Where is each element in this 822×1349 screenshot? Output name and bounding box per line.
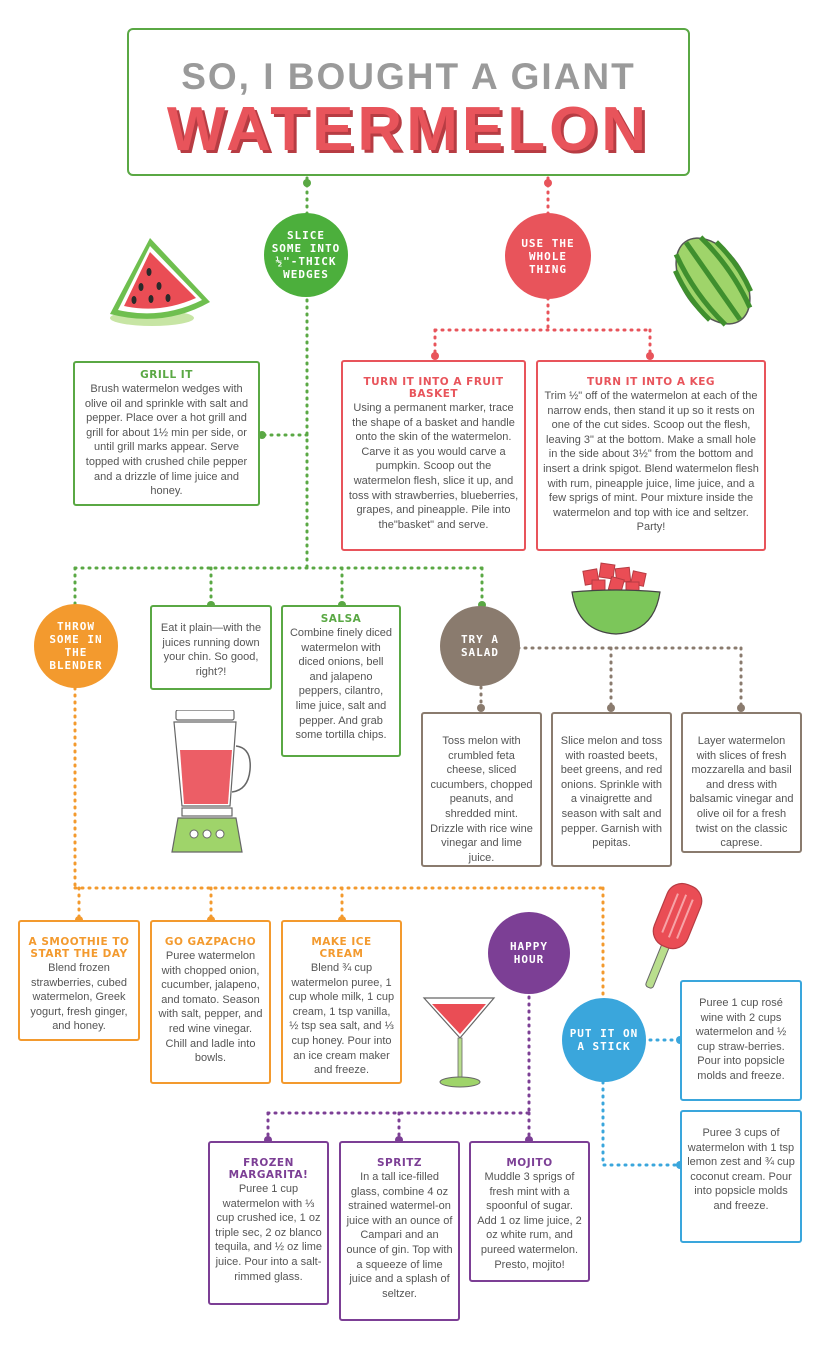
box-salsa — [281, 605, 401, 757]
node-slice-wedges — [264, 213, 348, 297]
box-salad1-body: Toss melon with crumbled feta cheese, sliced cucumbers, chopped peanuts, and shredded mint. Drizzle with rice wine vinegar and lime juice. — [430, 735, 533, 864]
node-blender — [34, 604, 118, 688]
box-gazpacho-title: GO GAZPACHO — [164, 936, 257, 948]
box-popsicle1-body: Puree 1 cup rosé wine with 2 cups watermelon and ½ cup straw-berries. Pour into popsicle molds and freeze. — [695, 997, 787, 1082]
salad-bowl-icon — [566, 558, 666, 638]
box-spritz-body: In a tall ice-filled glass, combine 4 oz strained watermel-on juice with an ounce of Campari and an ounce of gin. Top with a squeeze of lime juice and a splash of seltzer. — [346, 1171, 453, 1300]
box-salad-caprese — [681, 712, 802, 853]
box-margarita-title: FROZEN MARGARITA! — [228, 1157, 309, 1181]
box-fruit-basket — [341, 360, 526, 551]
box-salsa-title: SALSA — [320, 613, 362, 625]
box-gazpacho — [150, 920, 271, 1084]
box-basket-body: Using a permanent marker, trace the shape of a basket and handle onto the skin of the watermelon. Carve it as you would carve a pumpkin. Scoop out the watermelon flesh, slice it up, and toss with strawberries, blueberries, grapes, and pineapple. Pile into the"basket" and serve. — [348, 402, 519, 531]
node-stick — [562, 998, 646, 1082]
box-keg-title: TURN IT INTO A KEG — [586, 376, 716, 388]
box-spritz-title: SPRITZ — [376, 1157, 423, 1169]
box-margarita-body: Puree 1 cup watermelon with ⅓ cup crushed ice, 1 oz triple sec, 2 oz blanco tequila, and ½ oz lime juice. Pour into a salt-rimmed glass. — [215, 1183, 323, 1283]
box-keg — [536, 360, 766, 551]
box-grill-body: Brush watermelon wedges with olive oil and sprinkle with salt and pepper. Place over a hot grill and grill for about 1½ min per side, or until grill marks appear. Serve topped with crushed chile pepper and a drizzle of lime juice and honey. — [84, 383, 249, 498]
node-blender-label: THROW SOME IN THE BLENDER — [49, 620, 103, 672]
whole-watermelon-icon — [668, 226, 758, 336]
node-happy-hour — [488, 912, 570, 994]
box-grill-it — [73, 361, 260, 506]
watermelon-wedge-icon — [104, 232, 214, 332]
box-grill-title: GRILL IT — [140, 369, 193, 381]
box-frozen-margarita — [208, 1141, 329, 1305]
box-salad-feta — [421, 712, 542, 867]
box-icecream-body: Blend ¾ cup watermelon puree, 1 cup whole milk, 1 cup cream, 1 tsp vanilla, ½ tsp sea salt, and ⅓ cup honey. Pour into an ice cream maker and freeze. — [288, 962, 395, 1077]
box-mojito-title: MOJITO — [506, 1157, 553, 1169]
title-box — [127, 28, 690, 176]
box-spritz — [339, 1141, 460, 1321]
box-mojito-body: Muddle 3 sprigs of fresh mint with a spoonful of sugar. Add 1 oz lime juice, 2 oz white rum, and pureed watermelon. Presto, mojito! — [477, 1171, 582, 1271]
box-salsa-body: Combine finely diced watermelon with diced onions, bell and jalapeno peppers, cilantro, lime juice, salt and pepper. And grab some tortilla chips. — [289, 627, 393, 742]
title-line-2: WATERMELON — [166, 95, 651, 164]
blender-icon — [160, 710, 260, 860]
box-basket-title: TURN IT INTO A FRUIT BASKET — [363, 376, 504, 400]
node-whole-label: USE THE WHOLE THING — [521, 236, 575, 276]
box-gazpacho-body: Puree watermelon with chopped onion, cucumber, jalapeno, and tomato. Season with salt, pepper, and red wine vinegar. Chill and ladle into bowls. — [158, 950, 263, 1065]
box-mojito — [469, 1141, 590, 1282]
node-salad-label: TRY A SALAD — [460, 633, 500, 659]
box-salad2-body: Slice melon and toss with roasted beets, beet greens, and red onions. Sprinkle with a vinaigrette and season with salt and pepper. Garnish with pepitas. — [560, 735, 663, 850]
box-popsicle-coconut — [680, 1110, 802, 1243]
box-popsicle-rose — [680, 980, 802, 1101]
node-slice-label: SLICE SOME INTO ½"-THICK WEDGES — [271, 229, 341, 281]
node-stick-label: PUT IT ON A STICK — [569, 1027, 639, 1053]
box-smoothie-body: Blend frozen strawberries, cubed watermelon, Greek yogurt, fresh ginger, and honey. — [30, 962, 128, 1033]
node-happy-hour-label: HAPPY HOUR — [509, 940, 549, 966]
node-salad — [440, 606, 520, 686]
box-smoothie-title: A SMOOTHIE TO START THE DAY — [28, 936, 130, 960]
martini-glass-icon — [420, 990, 500, 1095]
box-eat-plain — [150, 605, 272, 690]
node-use-whole — [505, 213, 591, 299]
box-salad3-body: Layer watermelon with slices of fresh mozzarella and basil and dress with balsamic vinegar and olive oil for a fresh twist on the classic caprese. — [689, 735, 794, 850]
box-ice-cream — [281, 920, 402, 1084]
box-plain-body: Eat it plain—with the juices running down your chin. So good, right?! — [160, 622, 262, 678]
box-icecream-title: MAKE ICE CREAM — [311, 936, 372, 960]
box-popsicle2-body: Puree 3 cups of watermelon with 1 tsp lemon zest and ¾ cup coconut cream. Pour into popsicle molds and freeze. — [687, 1127, 795, 1212]
box-keg-body: Trim ½" off of the watermelon at each of the narrow ends, then stand it up so it rests on one of the cut sides. Scoop out the flesh, leaving 3" at the bottom. Make a small hole in the side about 3½" from the bottom and insert a drink spigot. Blend watermelon flesh with rum, pineapple juice, lime juice, and a few sprigs of mint. Pour mixture inside the watermelon and top with ice and seltzer. Party! — [543, 390, 759, 534]
box-smoothie — [18, 920, 140, 1041]
title-line-1: SO, I BOUGHT A GIANT — [181, 56, 636, 97]
box-salad-beets — [551, 712, 672, 867]
